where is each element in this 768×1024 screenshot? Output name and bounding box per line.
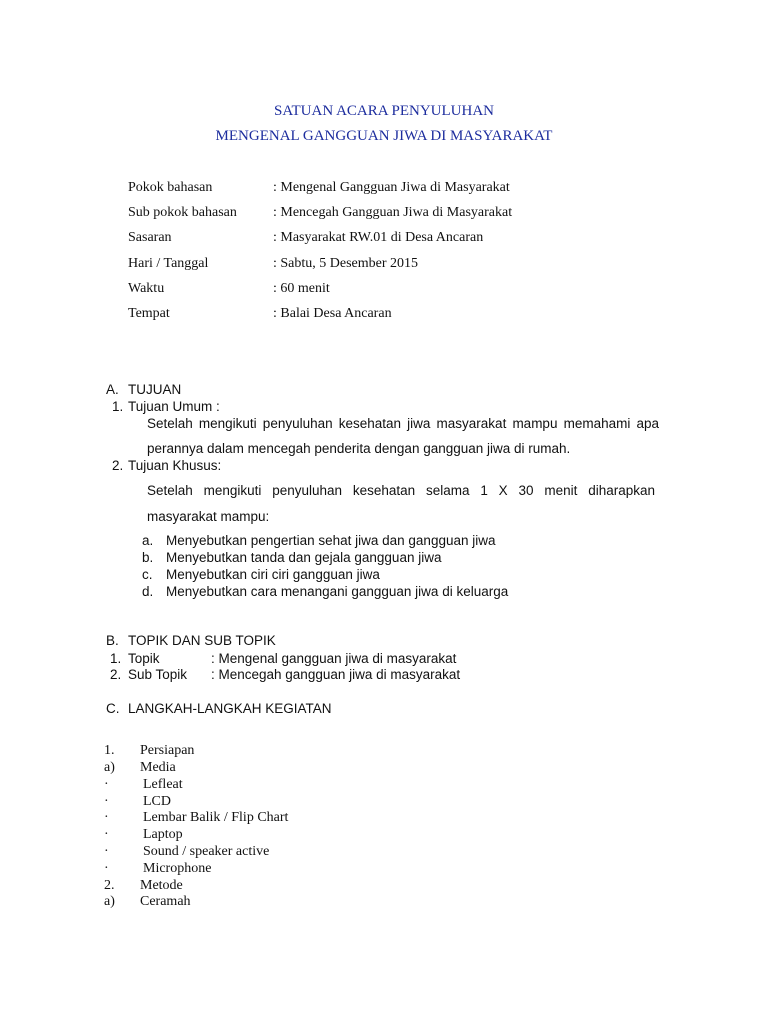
document-subtitle: MENGENAL GANGGUAN JIWA DI MASYARAKAT [215,128,553,144]
list-marker: b. [142,550,154,565]
section-marker: A. [106,382,119,397]
info-label: Sub pokok bahasan [128,205,237,220]
list-item: Persiapan [140,743,195,758]
topic-value: : Mengenal gangguan jiwa di masyarakat [211,651,457,666]
topic-value: : Mencegah gangguan jiwa di masyarakat [211,667,461,682]
paragraph-line: Setelah mengikuti penyuluhan kesehatan selama 1 X 30 menit diharapkan [147,483,655,498]
list-marker: 2. [104,878,115,893]
info-value: : Mengenal Gangguan Jiwa di Masyarakat [273,180,510,195]
section-heading: TUJUAN [128,382,182,397]
list-item: Laptop [143,827,183,842]
info-value: : Masyarakat RW.01 di Desa Ancaran [273,230,484,245]
info-label: Waktu [128,281,165,296]
list-item: Metode [140,878,183,893]
bullet-marker: · [104,827,109,842]
bullet-marker: · [104,844,109,859]
list-marker: 1. [112,399,124,414]
list-item: Ceramah [140,894,191,909]
list-item: Menyebutkan pengertian sehat jiwa dan gangguan jiwa [166,533,496,548]
list-marker: a. [142,533,154,548]
list-marker: 1. [104,743,115,758]
section-marker: C. [106,701,120,716]
list-item: Microphone [143,861,212,876]
info-value: : Balai Desa Ancaran [273,306,392,321]
list-marker: 2. [110,667,122,682]
list-item: LCD [143,794,171,809]
info-value: : Sabtu, 5 Desember 2015 [273,256,419,271]
info-label: Tempat [128,306,170,321]
list-marker: a) [104,760,115,775]
list-marker: c. [142,567,153,582]
info-label: Sasaran [128,230,172,245]
list-item: Menyebutkan tanda dan gejala gangguan jiwa [166,550,442,565]
info-label: Hari / Tanggal [128,256,209,271]
list-item: Menyebutkan ciri ciri gangguan jiwa [166,567,380,582]
section-marker: B. [106,633,119,648]
list-marker: d. [142,584,154,599]
bullet-marker: · [104,777,109,792]
info-label: Pokok bahasan [128,180,213,195]
topic-label: Topik [128,651,160,666]
list-marker: a) [104,894,115,909]
bullet-marker: · [104,794,109,809]
list-item: Media [140,760,176,775]
list-item: Lembar Balik / Flip Chart [143,810,289,825]
document-title: SATUAN ACARA PENYULUHAN [273,103,495,119]
list-marker: 2. [112,458,124,473]
list-item: Menyebutkan cara menangani gangguan jiwa di keluarga [166,584,509,599]
list-marker: 1. [110,651,122,666]
subsection-label: Tujuan Umum : [128,399,220,414]
paragraph-line: Setelah mengikuti penyuluhan kesehatan jiwa masyarakat mampu memahami apa [147,416,659,431]
list-item: Lefleat [143,777,183,792]
topic-label: Sub Topik [128,667,188,682]
section-heading: TOPIK DAN SUB TOPIK [128,633,276,648]
info-value: : Mencegah Gangguan Jiwa di Masyarakat [273,205,513,220]
section-heading: LANGKAH-LANGKAH KEGIATAN [128,701,332,716]
subsection-label: Tujuan Khusus: [128,458,222,473]
paragraph-line: perannya dalam mencegah penderita dengan gangguan jiwa di rumah. [147,441,571,456]
bullet-marker: · [104,861,109,876]
paragraph-line: masyarakat mampu: [147,509,270,524]
bullet-marker: · [104,810,109,825]
info-value: : 60 menit [273,281,330,296]
list-item: Sound / speaker active [143,844,270,859]
